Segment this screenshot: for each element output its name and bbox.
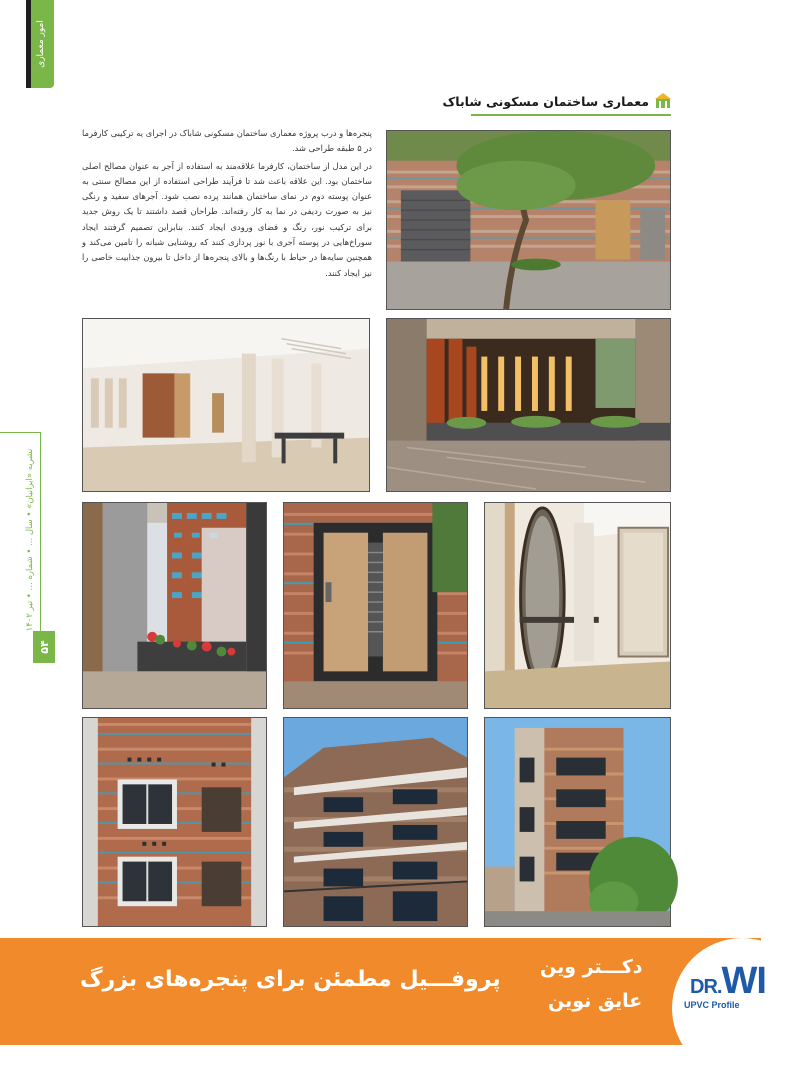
building-icon [655,93,671,109]
logo-subtitle: UPVC Profile [684,1000,740,1010]
balcony-brick-screen-photo [82,502,267,709]
banner-brand-line-2: عایق نوین [548,990,643,1012]
article-paragraph-2: در این مدل از ساختمان، کارفرما علاقه‌مند به استفاده از آجر به عنوان مصالح اصلی ساختمان بود. این علاقه باعث شد تا فرآیند طراحی استفاده از این مصالح سنتی به عنوان پوسته دوم در نمای ساختمان همانند پرده نصب شود. آجرهای سفید و رنگی نیز به صورت ردیفی در نما به کار رفته‌اند. طراحان قصد داشتند تا یک روش جدید برای ترکیب نور، رنگ و فضای ورودی ایجاد کنند. بنابراین تصمیم گرفتند ایجاد سوراخ‌هایی در پوسته آجری با نور پردازی کنند که روشنایی شبانه را تامین می‌کند و همچنین سایه‌ها در حیاط با رنگ‌ها و بالای پنجره‌ها از داخل تا بیرون جذابیت خاصی را نیز ایجاد کنند. [82,160,372,278]
article-paragraph-1: پنجره‌ها و درب پروژه معماری ساختمان مسکونی شاباک در اجرای یه ترکیبی کارفرما در ۵ طبقه طراحی شد. [82,128,372,154]
banner-brand-line-1: دکـــتر وین [540,956,643,978]
article-title: معماری ساختمان مسکونی شاباک [442,93,649,109]
section-tab [28,0,54,88]
side-rule [0,432,40,433]
logo-text-dr: DR. [690,976,722,998]
article-body [82,126,372,283]
logo-text-w: WI [721,960,766,1002]
page-number: ۵۴ [33,631,55,663]
night-entrance-photo [386,318,671,492]
title-underline [471,114,671,116]
facade-street-tree-photo [386,130,671,310]
article-title-wrap [443,93,672,109]
brick-facade-windows-photo [82,717,267,927]
banner-tagline: پروفـــیل مطمئن برای پنجره‌های بزرگ [80,967,501,992]
building-upward-view-photo [283,717,468,927]
running-head: نشریه «ایرانیان» • سال ... • شماره ... • تیر ۱۴۰۲ [25,448,35,632]
interior-lobby-photo [82,318,370,492]
section-tab-label: امور معماری [36,20,46,68]
side-rule-vertical [40,432,41,647]
brand-logo [690,960,766,1003]
building-corner-view-photo [484,717,671,927]
elevator-door-photo [283,502,468,709]
mirror-corridor-photo [484,502,671,709]
